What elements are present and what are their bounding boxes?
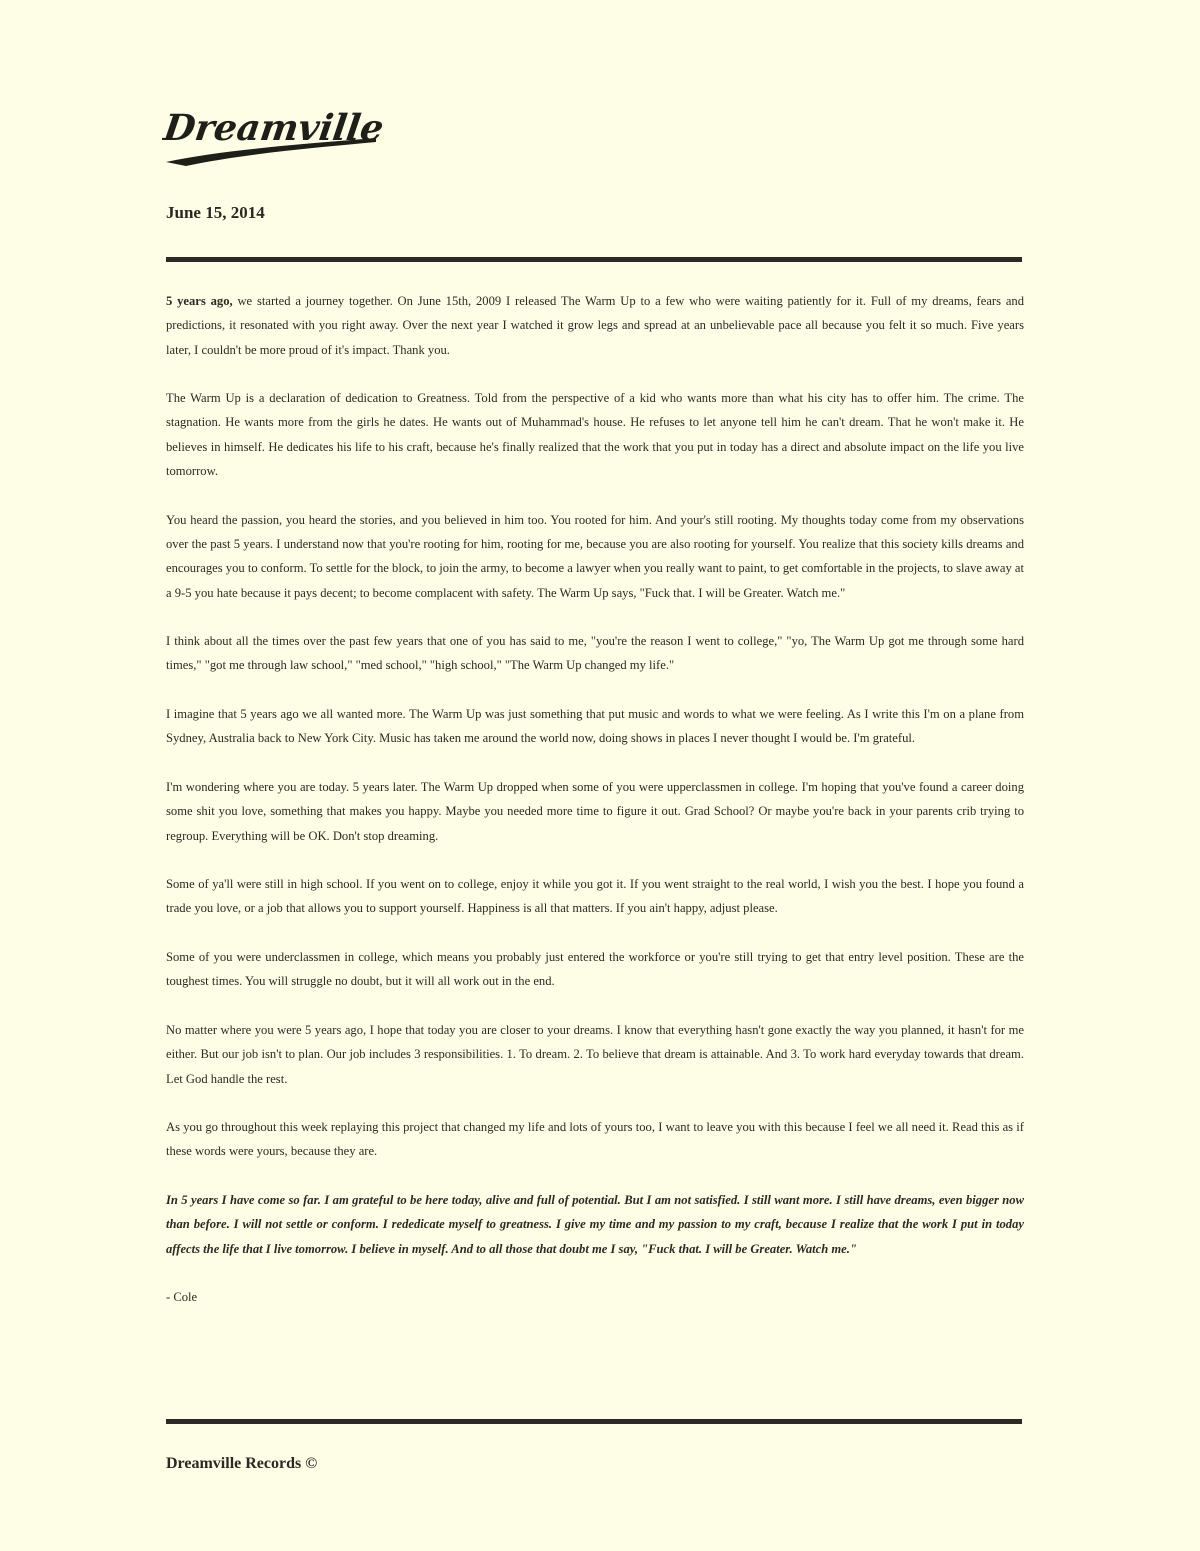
paragraph: I'm wondering where you are today. 5 years later. The Warm Up dropped when some of you were upperclassmen in college. I'm hoping that you've found a career doing some shit you love, something that makes you happy. Maybe you needed more time to figure it out. Grad School? Or maybe you're back in your parents crib trying to regroup. Everything will be OK. Don't stop dreaming. xyxy=(166,779,1024,843)
paragraph-intro xyxy=(166,289,1024,362)
footer-copyright: Dreamville Records © xyxy=(166,1455,318,1472)
paragraph: Some of you were underclassmen in college, which means you probably just entered the workforce or you're still trying to get that entry level position. These are the toughest times. You will struggle no doubt, but it will all work out in the end. xyxy=(166,950,1024,989)
paragraph: No matter where you were 5 years ago, I hope that today you are closer to your dreams. I know that everything hasn't gone exactly the way you planned, it hasn't for me either. But our job isn't to plan. Our job includes 3 responsibilities. 1. To dream. 2. To believe that dream is attainable. And 3. To work hard everyday towards that dream. Let God handle the rest. xyxy=(166,1022,1024,1086)
paragraph: I think about all the times over the past few years that one of you has said to me, "you're the reason I went to college," "yo, The Warm Up got me through some hard times," "got me through law school," "med school," "high school," "The Warm Up changed my life." xyxy=(166,634,1024,673)
top-divider xyxy=(166,257,1022,262)
letter-body xyxy=(166,289,1024,1334)
bottom-divider xyxy=(166,1419,1022,1424)
intro-bold: 5 years ago, xyxy=(166,294,233,308)
paragraph: I imagine that 5 years ago we all wanted more. The Warm Up was just something that put music and words to what we were feeling. As I write this I'm on a plane from Sydney, Australia back to New York City. Music has taken me around the world now, doing shows in places I never thought I would be. I'm grateful. xyxy=(166,707,1024,746)
pledge-paragraph: In 5 years I have come so far. I am grateful to be here today, alive and full of potential. But I am not satisfied. I still want more. I still have dreams, even bigger now than before. I will not settle or conform. I rededicate myself to greatness. I give my time and my passion to my craft, because I realize that the work I put in today affects the life that I live tomorrow. I believe in myself. And to all those that doubt me I say, "Fuck that. I will be Greater. Watch me." xyxy=(166,1192,1024,1256)
signature: - Cole xyxy=(166,1290,198,1305)
paragraph: As you go throughout this week replaying this project that changed my life and lots of yours too, I want to leave you with this because I feel we all need it. Read this as if these words were yours, because they are. xyxy=(166,1120,1024,1159)
dreamville-logo-graphic xyxy=(162,100,382,170)
logo-wordmark: Dreamville xyxy=(162,106,382,149)
paragraph: Some of ya'll were still in high school. If you went on to college, enjoy it while you got it. If you went straight to the real world, I wish you the best. I hope you found a trade you love, or a job that allows you to support yourself. Happiness is all that matters. If you ain't happy, adjust please. xyxy=(166,877,1024,916)
paragraph: The Warm Up is a declaration of dedication to Greatness. Told from the perspective of a kid who wants more than what his city has to offer him. The crime. The stagnation. He wants more from the girls he dates. He wants out of Muhammad's house. He refuses to let anyone tell him he can't dream. That he won't make it. He believes in himself. He dedicates his life to his craft, because he's finally realized that the work that you put in today has a direct and absolute impact on the life you live tomorrow. xyxy=(166,391,1024,479)
intro-text: we started a journey together. On June 15th, 2009 I released The Warm Up to a few who were waiting patiently for it. Full of my dreams, fears and predictions, it resonated with you right away. Over the next year I watched it grow legs and spread at an unbelievable pace all because you felt it so much. Five years later, I couldn't be more proud of it's impact. Thank you. xyxy=(166,294,1024,357)
dreamville-logo xyxy=(162,100,382,170)
letter-date: June 15, 2014 xyxy=(166,203,265,222)
paragraph: You heard the passion, you heard the stories, and you believed in him too. You rooted for him. And your's still rooting. My thoughts today come from my observations over the past 5 years. I understand now that you're rooting for him, rooting for me, because you are also rooting for yourself. You realize that this society kills dreams and encourages you to conform. To settle for the block, to join the army, to become a lawyer when you really want to paint, to get comfortable in the projects, to slave away at a 9-5 you hate because it pays decent; to become complacent with safety. The Warm Up says, "Fuck that. I will be Greater. Watch me." xyxy=(166,512,1024,600)
